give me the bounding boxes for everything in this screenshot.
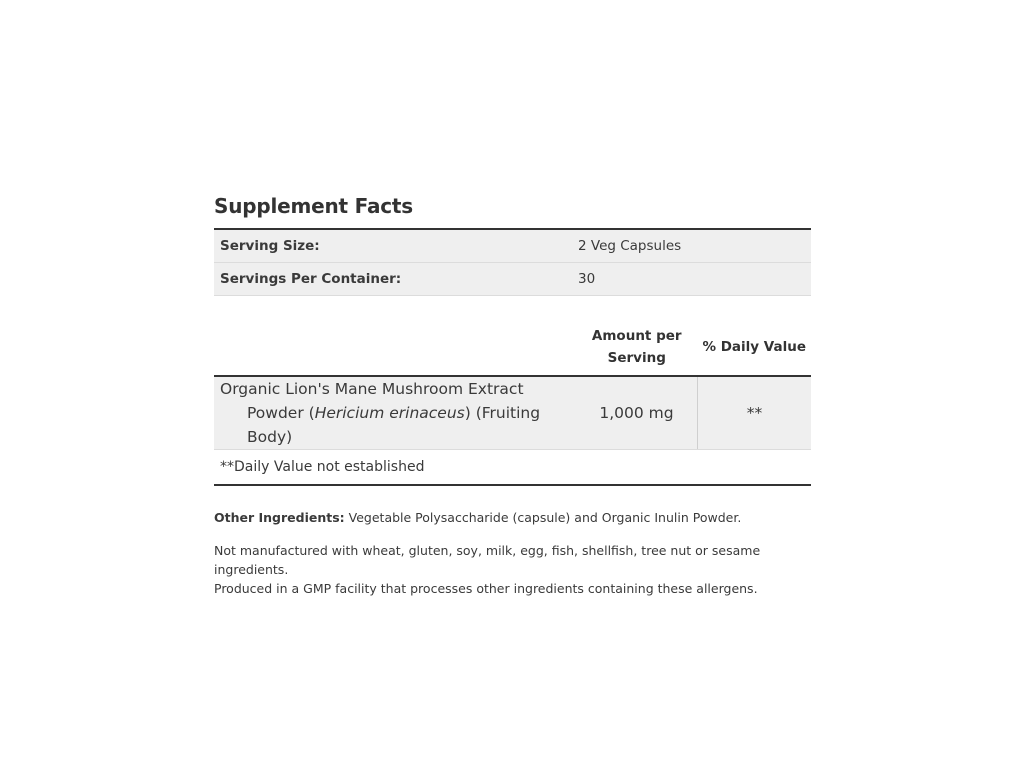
- other-ingredients-text: Vegetable Polysaccharide (capsule) and Organic Inulin Powder.: [344, 510, 742, 525]
- ingredient-name: [214, 376, 576, 450]
- serving-info-table: [214, 228, 811, 296]
- serving-size-label: Serving Size:: [214, 229, 572, 263]
- ingredient-name-post: ) (Fruiting Body): [247, 404, 541, 446]
- servings-per-container-value: 30: [572, 263, 811, 296]
- allergen-line2: Produced in a GMP facility that processes other ingredients containing these allergens.: [214, 581, 758, 596]
- ingredient-name-line1: Organic Lion's Mane Mushroom Extract: [220, 380, 524, 398]
- ingredient-name-pre: Powder (: [247, 404, 315, 422]
- servings-per-container-label: Servings Per Container:: [214, 263, 572, 296]
- panel-title: Supplement Facts: [214, 194, 413, 218]
- ingredient-latin-name: Hericium erinaceus: [314, 404, 465, 422]
- allergen-line1: Not manufactured with wheat, gluten, soy, milk, egg, fish, shellfish, tree nut or sesame ingredients.: [214, 543, 761, 577]
- serving-size-value: 2 Veg Capsules: [572, 229, 811, 263]
- daily-value-column-header: % Daily Value: [698, 319, 812, 376]
- daily-value-footnote: **Daily Value not established: [214, 450, 811, 486]
- ingredient-daily-value: **: [698, 376, 812, 450]
- amount-column-header: [576, 319, 698, 376]
- amount-header-line1: Amount per: [591, 328, 682, 344]
- other-ingredients-label: Other Ingredients:: [214, 510, 345, 525]
- supplement-facts-panel: [214, 194, 811, 598]
- other-ingredients: [214, 508, 811, 527]
- ingredient-name-line2: [220, 401, 576, 449]
- footnote-row: [214, 450, 811, 486]
- serving-size-row: [214, 229, 811, 263]
- table-row: [214, 376, 811, 450]
- servings-per-container-row: [214, 263, 811, 296]
- allergen-statement: [214, 541, 811, 598]
- nutrient-header-row: [214, 319, 811, 376]
- nutrient-table: [214, 319, 811, 486]
- ingredient-column-header: [214, 319, 576, 376]
- amount-header-line2: Serving: [607, 350, 666, 366]
- ingredient-amount: 1,000 mg: [576, 376, 698, 450]
